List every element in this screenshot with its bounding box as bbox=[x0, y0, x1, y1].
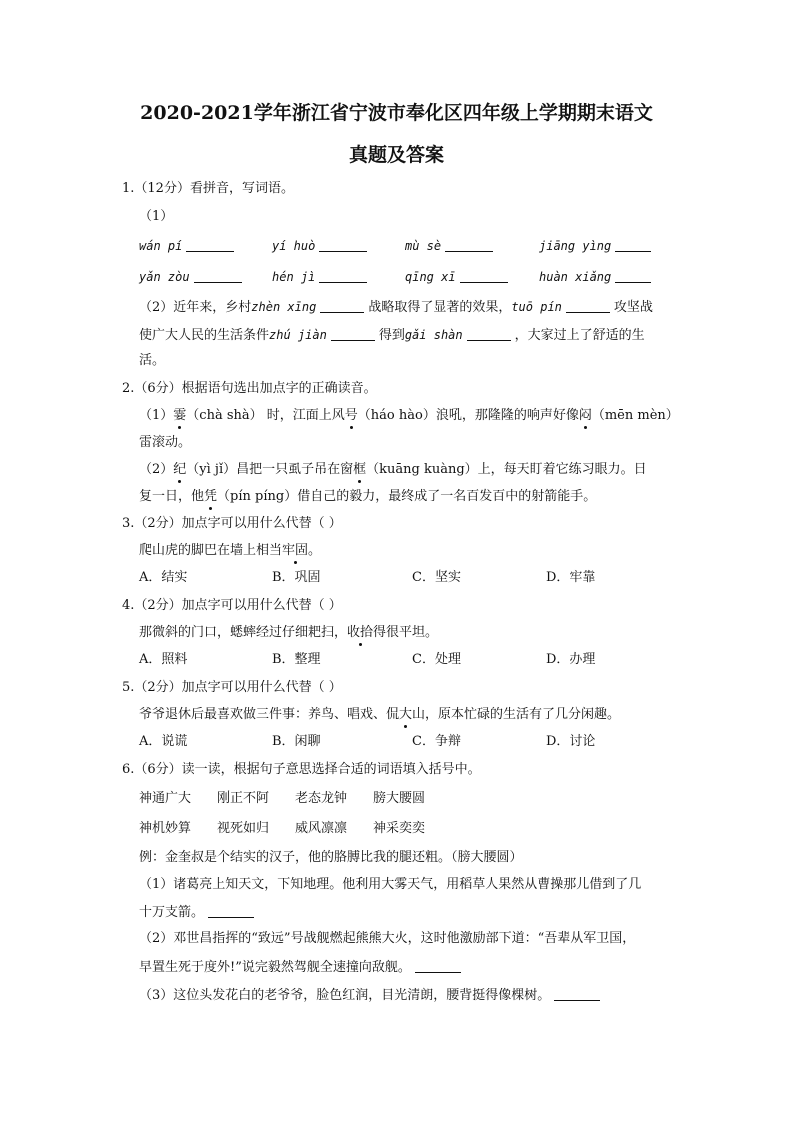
pinyin-item: huàn xiǎng bbox=[539, 268, 655, 286]
question-6-sentence-2-line1: （2）邓世昌指挥的“致远”号战舰燃起熊熊大火，这时他激励部下道：“吾辈从军卫国， bbox=[139, 931, 636, 946]
question-6-stem: 6.（6分）读一读，根据句子意思选择合适的词语填入括号中。 bbox=[122, 762, 481, 777]
question-2-part2-line1: （2）纪（yì jǐ）昌把一只虱子吊在窗框（kuāng kuàng）上，每天盯着它练习眼力。日 bbox=[139, 462, 647, 477]
question-2-part2-line2: 复一日，他凭（pín píng）借自己的毅力，最终成了一名百发百中的射箭能手。 bbox=[139, 489, 597, 504]
answer-blank[interactable] bbox=[566, 298, 610, 313]
answer-blank[interactable] bbox=[320, 298, 364, 313]
question-4-option-d[interactable]: D．办理 bbox=[546, 652, 596, 667]
answer-blank[interactable] bbox=[615, 268, 651, 283]
answer-blank[interactable] bbox=[319, 237, 367, 252]
question-3-option-a[interactable]: A．结实 bbox=[139, 570, 188, 585]
pinyin-item: jiāng yìng bbox=[539, 237, 655, 255]
page-title-line2: 真题及答案 bbox=[348, 144, 444, 166]
dotted-word: 侃大山 bbox=[386, 707, 426, 722]
question-6-sentence-1-line1: （1）诸葛亮上知天文，下知地理。他利用大雾天气，用稻草人果然从曹操那儿借到了几 bbox=[139, 877, 642, 892]
pinyin-item: mù sè bbox=[405, 237, 497, 255]
question-3-stem: 3.（2分）加点字可以用什么代替（ ） bbox=[122, 516, 342, 531]
question-1-part2-line2: 使广大人民的生活条件zhú jiàn 得到gǎi shàn ，大家过上了舒适的生 bbox=[139, 328, 645, 343]
pinyin-item: qīng xī bbox=[405, 268, 512, 286]
page-title: 2020-2021学年浙江省宁波市奉化区四年级上学期期末语文 bbox=[140, 102, 653, 124]
word-choice: 膀大腰圆 bbox=[373, 791, 426, 806]
answer-blank[interactable] bbox=[445, 237, 493, 252]
answer-blank[interactable] bbox=[460, 268, 508, 283]
question-5-option-d[interactable]: D．讨论 bbox=[546, 734, 596, 749]
question-6-sentence-1-line2: 十万支箭。 bbox=[139, 903, 258, 922]
question-1-part1-label: （1） bbox=[139, 209, 174, 224]
pinyin-item: wán pí bbox=[139, 237, 238, 255]
question-4-option-b[interactable]: B．整理 bbox=[272, 652, 321, 667]
word-choice: 神通广大 bbox=[139, 791, 192, 806]
question-6-sentence-2-line2: 早置生死于度外!”说完毅然驾舰全速撞向敌舰。 bbox=[139, 958, 465, 977]
word-choice: 神采奕奕 bbox=[373, 821, 426, 836]
word-choice: 威风凛凛 bbox=[295, 821, 348, 836]
question-4-option-c[interactable]: C．处理 bbox=[412, 652, 461, 667]
word-choice: 刚正不阿 bbox=[217, 791, 270, 806]
question-5-option-a[interactable]: A．说谎 bbox=[139, 734, 188, 749]
question-4-sentence: 那微斜的门口，蟋蟀经过仔细耙扫，收拾得很平坦。 bbox=[139, 625, 439, 640]
answer-blank[interactable] bbox=[615, 237, 651, 252]
question-1-part2-line1: （2）近年来，乡村zhèn xīng 战略取得了显著的效果，tuō pín 攻坚战 bbox=[139, 300, 653, 315]
word-choice: 老态龙钟 bbox=[295, 791, 348, 806]
question-2-stem: 2.（6分）根据语句选出加点字的正确读音。 bbox=[122, 381, 377, 396]
question-5-option-b[interactable]: B．闲聊 bbox=[272, 734, 321, 749]
dotted-word: 收拾 bbox=[347, 625, 374, 640]
question-3-option-b[interactable]: B．巩固 bbox=[272, 570, 321, 585]
question-3-sentence: 爬山虎的脚巴在墙上相当牢固。 bbox=[139, 543, 322, 558]
question-1-part2-line3: 活。 bbox=[139, 353, 166, 368]
answer-blank[interactable] bbox=[415, 958, 461, 973]
word-choice: 神机妙算 bbox=[139, 821, 192, 836]
answer-blank[interactable] bbox=[186, 237, 234, 252]
question-2-part1-line1: （1）霎（chà shà） 时，江面上风号（háo hào）浪吼，那隆隆的响声好像闷（mēn mèn） bbox=[139, 408, 679, 423]
answer-blank[interactable] bbox=[319, 268, 367, 283]
answer-blank[interactable] bbox=[554, 986, 600, 1001]
pinyin-item: hén jì bbox=[272, 268, 371, 286]
answer-blank[interactable] bbox=[194, 268, 242, 283]
question-4-option-a[interactable]: A．照料 bbox=[139, 652, 188, 667]
pinyin-item: yí huò bbox=[272, 237, 371, 255]
question-5-sentence: 爷爷退休后最喜欢做三件事：养鸟、唱戏、侃大山，原本忙碌的生活有了几分闲趣。 bbox=[139, 707, 621, 722]
dotted-word: 牢固 bbox=[282, 543, 309, 558]
question-4-stem: 4.（2分）加点字可以用什么代替（ ） bbox=[122, 598, 342, 613]
pinyin-item: yǎn zòu bbox=[139, 268, 246, 286]
question-3-option-c[interactable]: C．坚实 bbox=[412, 570, 461, 585]
question-6-sentence-3: （3）这位头发花白的老爷爷，脸色红润，目光清朗，腰背挺得像棵树。 bbox=[139, 986, 604, 1005]
question-2-part1-line2: 雷滚动。 bbox=[139, 435, 192, 450]
question-1-stem: 1.（12分）看拼音，写词语。 bbox=[122, 181, 294, 196]
question-5-stem: 5.（2分）加点字可以用什么代替（ ） bbox=[122, 680, 342, 695]
question-6-example: 例：金奎叔是个结实的汉子，他的胳膊比我的腿还粗。（膀大腰圆） bbox=[139, 850, 523, 865]
answer-blank[interactable] bbox=[331, 326, 375, 341]
question-5-option-c[interactable]: C．争辩 bbox=[412, 734, 461, 749]
answer-blank[interactable] bbox=[208, 903, 254, 918]
question-3-option-d[interactable]: D．牢靠 bbox=[546, 570, 596, 585]
answer-blank[interactable] bbox=[467, 326, 511, 341]
word-choice: 视死如归 bbox=[217, 821, 270, 836]
